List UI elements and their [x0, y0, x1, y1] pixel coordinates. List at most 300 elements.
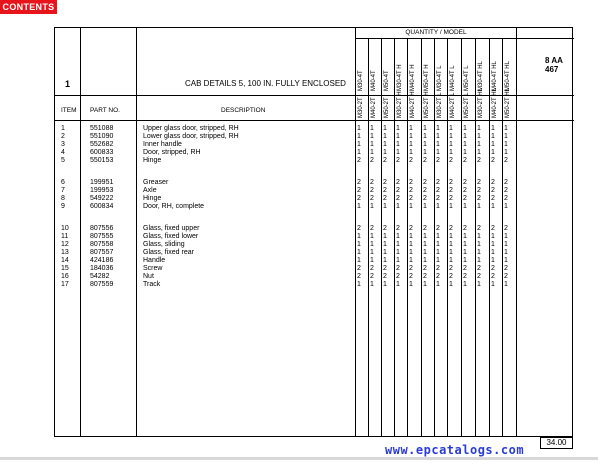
model-label: M50-2T HL	[505, 88, 511, 118]
model-label: M40-2T HL	[492, 88, 498, 118]
quantity-cell: 1	[383, 249, 387, 256]
quantity-cell: 2	[396, 187, 400, 194]
quantity-cell: 2	[383, 157, 387, 164]
quantity-cell: 1	[409, 249, 413, 256]
quantity-cell: 2	[370, 157, 374, 164]
quantity-cell: 2	[383, 273, 387, 280]
part-description: Upper glass door, stripped, RH	[143, 125, 239, 132]
quantity-cell: 1	[449, 133, 453, 140]
quantity-cell: 1	[477, 141, 481, 148]
model-label: M50-4T L	[464, 65, 470, 91]
quantity-cell: 1	[449, 125, 453, 132]
model-label: M40-4T HL	[492, 61, 498, 91]
quantity-cell: 1	[357, 133, 361, 140]
quantity-cell: 2	[449, 265, 453, 272]
column-header-item: ITEM	[61, 107, 77, 114]
quantity-cell: 2	[423, 225, 427, 232]
quantity-cell: 1	[449, 249, 453, 256]
quantity-cell: 2	[357, 187, 361, 194]
quantity-cell: 1	[423, 141, 427, 148]
divider-model-col	[447, 38, 448, 436]
quantity-cell: 2	[491, 195, 495, 202]
divider-model-col	[394, 38, 395, 436]
quantity-cell: 1	[370, 249, 374, 256]
quantity-cell: 1	[504, 281, 508, 288]
quantity-cell: 1	[370, 141, 374, 148]
quantity-cell: 1	[396, 141, 400, 148]
quantity-cell: 1	[409, 149, 413, 156]
model-label: M40-4T L	[450, 65, 456, 91]
quantity-cell: 2	[423, 179, 427, 186]
model-label: M30-2T HL	[478, 88, 484, 118]
quantity-cell: 1	[504, 203, 508, 210]
part-description: Door, stripped, RH	[143, 149, 201, 156]
quantity-cell: 2	[463, 225, 467, 232]
quantity-cell: 2	[396, 195, 400, 202]
quantity-cell: 1	[370, 203, 374, 210]
quantity-cell: 2	[491, 265, 495, 272]
quantity-cell: 2	[463, 179, 467, 186]
quantity-cell: 2	[477, 179, 481, 186]
quantity-cell: 2	[491, 225, 495, 232]
part-number: 807558	[90, 241, 114, 248]
quantity-cell: 2	[357, 179, 361, 186]
item-number: 4	[61, 149, 65, 156]
model-code: 8 AA 467	[545, 56, 563, 74]
model-label: M50-2T H	[424, 91, 430, 118]
quantity-cell: 2	[436, 157, 440, 164]
item-number: 6	[61, 179, 65, 186]
quantity-cell: 1	[409, 133, 413, 140]
quantity-cell: 1	[436, 249, 440, 256]
part-description: Glass, fixed rear	[143, 249, 194, 256]
quantity-cell: 1	[491, 125, 495, 132]
quantity-cell: 2	[423, 265, 427, 272]
model-label: M30-4T	[358, 70, 364, 91]
part-number: 549222	[90, 195, 114, 202]
quantity-cell: 2	[477, 225, 481, 232]
quantity-cell: 2	[477, 265, 481, 272]
quantity-cell: 1	[436, 233, 440, 240]
quantity-cell: 1	[504, 249, 508, 256]
quantity-cell: 2	[477, 195, 481, 202]
part-description: Lower glass door, stripped, RH	[143, 133, 239, 140]
quantity-cell: 1	[463, 125, 467, 132]
rule-under-column-headers	[55, 120, 574, 121]
quantity-cell: 2	[396, 179, 400, 186]
quantity-cell: 2	[477, 187, 481, 194]
quantity-cell: 2	[370, 273, 374, 280]
model-label: M50-4T HL	[505, 61, 511, 91]
divider-model-col	[489, 38, 490, 436]
quantity-cell: 1	[491, 149, 495, 156]
part-number: 199953	[90, 187, 114, 194]
quantity-cell: 1	[449, 141, 453, 148]
column-header-description: DESCRIPTION	[221, 107, 266, 114]
item-number: 8	[61, 195, 65, 202]
quantity-cell: 1	[423, 149, 427, 156]
quantity-cell: 2	[449, 225, 453, 232]
quantity-cell: 1	[463, 249, 467, 256]
quantity-cell: 2	[396, 273, 400, 280]
quantity-cell: 2	[383, 179, 387, 186]
divider-model-col	[461, 38, 462, 436]
quantity-cell: 2	[449, 179, 453, 186]
quantity-cell: 1	[436, 149, 440, 156]
quantity-cell: 1	[423, 203, 427, 210]
quantity-cell: 1	[423, 133, 427, 140]
part-description: Screw	[143, 265, 163, 272]
part-description: Track	[143, 281, 161, 288]
model-label: M30-2T H	[397, 91, 403, 118]
part-number: 199951	[90, 179, 114, 186]
part-number: 54282	[90, 273, 110, 280]
part-number: 807559	[90, 281, 114, 288]
divider-model-col	[381, 38, 382, 436]
quantity-cell: 1	[357, 257, 361, 264]
quantity-cell: 1	[357, 125, 361, 132]
quantity-model-label: QUANTITY / MODEL	[405, 29, 467, 36]
quantity-cell: 1	[383, 257, 387, 264]
quantity-cell: 1	[383, 241, 387, 248]
quantity-cell: 2	[423, 273, 427, 280]
quantity-cell: 2	[357, 273, 361, 280]
part-description: Nut	[143, 273, 154, 280]
model-label: M40-4T H	[410, 64, 416, 91]
quantity-cell: 1	[370, 133, 374, 140]
quantity-cell: 1	[409, 241, 413, 248]
quantity-cell: 2	[463, 265, 467, 272]
quantity-cell: 2	[357, 157, 361, 164]
quantity-cell: 2	[357, 265, 361, 272]
quantity-cell: 2	[357, 225, 361, 232]
quantity-cell: 2	[409, 187, 413, 194]
quantity-cell: 1	[477, 257, 481, 264]
quantity-cell: 1	[383, 203, 387, 210]
quantity-cell: 2	[409, 157, 413, 164]
divider-item	[80, 28, 81, 436]
item-number: 13	[61, 249, 69, 256]
divider-model-col	[475, 38, 476, 436]
model-label: M30-4T HL	[478, 61, 484, 91]
item-number: 14	[61, 257, 69, 264]
part-description: Hinge	[143, 157, 162, 164]
quantity-cell: 1	[504, 241, 508, 248]
rule-under-quantity	[355, 38, 574, 39]
quantity-cell: 1	[491, 249, 495, 256]
item-number: 10	[61, 225, 69, 232]
quantity-cell: 1	[504, 149, 508, 156]
quantity-cell: 1	[383, 281, 387, 288]
quantity-cell: 2	[436, 273, 440, 280]
quantity-cell: 2	[370, 187, 374, 194]
item-number: 12	[61, 241, 69, 248]
divider-description	[355, 28, 356, 436]
quantity-cell: 2	[491, 179, 495, 186]
quantity-cell: 2	[383, 187, 387, 194]
part-description: Glass, fixed upper	[143, 225, 200, 232]
quantity-cell: 1	[409, 203, 413, 210]
quantity-cell: 2	[436, 265, 440, 272]
model-label: M50-2T L	[464, 92, 470, 118]
model-label: M40-2T	[371, 97, 377, 118]
model-label: M50-4T	[384, 70, 390, 91]
divider-part-no	[136, 28, 137, 436]
quantity-cell: 2	[396, 157, 400, 164]
quantity-cell: 1	[491, 233, 495, 240]
quantity-cell: 1	[436, 125, 440, 132]
quantity-cell: 2	[491, 187, 495, 194]
quantity-cell: 1	[436, 133, 440, 140]
footer-divider	[0, 457, 598, 460]
model-label: M30-4T L	[437, 65, 443, 91]
quantity-cell: 1	[477, 249, 481, 256]
quantity-cell: 2	[383, 195, 387, 202]
quantity-cell: 1	[449, 203, 453, 210]
divider-model-col	[421, 38, 422, 436]
quantity-cell: 2	[504, 273, 508, 280]
quantity-cell: 2	[477, 157, 481, 164]
part-number: 551088	[90, 125, 114, 132]
quantity-cell: 1	[449, 233, 453, 240]
quantity-cell: 2	[449, 187, 453, 194]
quantity-cell: 2	[504, 187, 508, 194]
quantity-cell: 1	[504, 133, 508, 140]
quantity-cell: 1	[504, 125, 508, 132]
quantity-cell: 2	[504, 157, 508, 164]
quantity-cell: 1	[491, 203, 495, 210]
quantity-cell: 2	[504, 179, 508, 186]
quantity-cell: 2	[436, 195, 440, 202]
quantity-cell: 1	[423, 233, 427, 240]
quantity-cell: 1	[436, 141, 440, 148]
quantity-cell: 1	[463, 133, 467, 140]
part-description: Glass, sliding	[143, 241, 185, 248]
item-number: 9	[61, 203, 65, 210]
quantity-cell: 2	[396, 265, 400, 272]
part-number: 600834	[90, 203, 114, 210]
item-number: 11	[61, 233, 69, 240]
item-number: 7	[61, 187, 65, 194]
quantity-cell: 1	[423, 249, 427, 256]
page-title: CAB DETAILS 5, 100 IN. FULLY ENCLOSED	[185, 79, 346, 88]
section-number: 1	[65, 79, 71, 89]
part-description: Glass, fixed lower	[143, 233, 199, 240]
quantity-cell: 1	[491, 281, 495, 288]
quantity-cell: 1	[436, 281, 440, 288]
quantity-cell: 1	[504, 233, 508, 240]
model-label: M30-4T H	[397, 64, 403, 91]
quantity-cell: 2	[370, 265, 374, 272]
quantity-cell: 1	[370, 125, 374, 132]
part-description: Door, RH, complete	[143, 203, 205, 210]
part-number: 807556	[90, 225, 114, 232]
item-number: 15	[61, 265, 69, 272]
quantity-cell: 1	[396, 249, 400, 256]
part-description: Hinge	[143, 195, 162, 202]
quantity-cell: 1	[463, 203, 467, 210]
model-label: M30-2T	[358, 97, 364, 118]
quantity-cell: 2	[449, 157, 453, 164]
quantity-cell: 1	[383, 149, 387, 156]
quantity-cell: 1	[396, 233, 400, 240]
part-description: Greaser	[143, 179, 169, 186]
quantity-cell: 1	[491, 133, 495, 140]
part-number: 424186	[90, 257, 114, 264]
quantity-cell: 1	[477, 281, 481, 288]
quantity-cell: 2	[449, 195, 453, 202]
quantity-cell: 1	[504, 141, 508, 148]
quantity-cell: 2	[504, 225, 508, 232]
contents-button[interactable]: CONTENTS	[0, 0, 57, 14]
model-label: M40-2T H	[410, 91, 416, 118]
quantity-cell: 1	[463, 281, 467, 288]
quantity-cell: 1	[409, 125, 413, 132]
part-number: 807557	[90, 249, 114, 256]
quantity-cell: 2	[436, 225, 440, 232]
quantity-cell: 1	[396, 281, 400, 288]
quantity-cell: 1	[491, 141, 495, 148]
quantity-cell: 1	[423, 281, 427, 288]
part-number: 551090	[90, 133, 114, 140]
model-label: M50-2T	[384, 97, 390, 118]
quantity-cell: 2	[463, 273, 467, 280]
quantity-cell: 1	[383, 133, 387, 140]
quantity-cell: 1	[477, 241, 481, 248]
quantity-cell: 2	[423, 187, 427, 194]
watermark: www.epcatalogs.com	[385, 443, 525, 457]
quantity-cell: 1	[423, 257, 427, 264]
quantity-cell: 2	[409, 273, 413, 280]
quantity-cell: 2	[409, 225, 413, 232]
item-number: 16	[61, 273, 69, 280]
quantity-cell: 2	[436, 187, 440, 194]
quantity-cell: 2	[491, 157, 495, 164]
quantity-cell: 1	[370, 149, 374, 156]
quantity-cell: 2	[383, 225, 387, 232]
quantity-cell: 2	[463, 187, 467, 194]
divider-model-col	[434, 38, 435, 436]
quantity-cell: 1	[436, 257, 440, 264]
quantity-cell: 2	[504, 195, 508, 202]
quantity-cell: 1	[463, 149, 467, 156]
quantity-cell: 2	[409, 265, 413, 272]
quantity-cell: 2	[370, 179, 374, 186]
model-label: M50-4T H	[424, 64, 430, 91]
item-number: 1	[61, 125, 65, 132]
divider-model-col	[502, 38, 503, 436]
item-number: 17	[61, 281, 69, 288]
quantity-cell: 1	[491, 257, 495, 264]
column-header-part-no: PART NO.	[90, 107, 120, 114]
quantity-cell: 1	[357, 241, 361, 248]
quantity-cell: 1	[370, 281, 374, 288]
quantity-cell: 1	[491, 241, 495, 248]
model-label: M40-2T L	[450, 92, 456, 118]
quantity-cell: 1	[396, 241, 400, 248]
quantity-cell: 2	[463, 195, 467, 202]
quantity-cell: 1	[357, 203, 361, 210]
quantity-cell: 1	[357, 149, 361, 156]
quantity-cell: 1	[396, 125, 400, 132]
quantity-cell: 1	[357, 233, 361, 240]
part-description: Axle	[143, 187, 157, 194]
quantity-cell: 1	[409, 281, 413, 288]
quantity-cell: 1	[477, 125, 481, 132]
quantity-cell: 1	[477, 233, 481, 240]
quantity-cell: 1	[423, 241, 427, 248]
quantity-cell: 1	[370, 257, 374, 264]
parts-table	[54, 27, 573, 437]
part-number: 550153	[90, 157, 114, 164]
quantity-cell: 1	[477, 133, 481, 140]
quantity-cell: 1	[449, 149, 453, 156]
quantity-cell: 1	[357, 249, 361, 256]
quantity-cell: 1	[383, 233, 387, 240]
quantity-cell: 2	[370, 225, 374, 232]
quantity-cell: 2	[357, 195, 361, 202]
divider-model-col	[368, 38, 369, 436]
part-number: 807555	[90, 233, 114, 240]
model-label: M30-2T L	[437, 92, 443, 118]
quantity-cell: 2	[383, 265, 387, 272]
quantity-cell: 2	[504, 265, 508, 272]
item-number: 3	[61, 141, 65, 148]
quantity-cell: 2	[409, 179, 413, 186]
quantity-cell: 1	[396, 203, 400, 210]
quantity-cell: 1	[463, 141, 467, 148]
quantity-cell: 2	[436, 179, 440, 186]
quantity-cell: 2	[396, 225, 400, 232]
part-description: Inner handle	[143, 141, 182, 148]
quantity-cell: 1	[477, 203, 481, 210]
quantity-cell: 1	[504, 257, 508, 264]
part-number: 184036	[90, 265, 114, 272]
quantity-cell: 1	[449, 257, 453, 264]
quantity-cell: 2	[463, 157, 467, 164]
part-number: 600833	[90, 149, 114, 156]
quantity-cell: 1	[436, 241, 440, 248]
quantity-cell: 1	[357, 141, 361, 148]
quantity-cell: 1	[409, 257, 413, 264]
quantity-cell: 2	[491, 273, 495, 280]
quantity-cell: 2	[409, 195, 413, 202]
quantity-cell: 1	[409, 141, 413, 148]
quantity-cell: 1	[436, 203, 440, 210]
quantity-cell: 1	[463, 241, 467, 248]
divider-model-end	[516, 28, 517, 436]
quantity-cell: 1	[463, 257, 467, 264]
item-number: 2	[61, 133, 65, 140]
quantity-cell: 1	[370, 241, 374, 248]
quantity-cell: 1	[357, 281, 361, 288]
quantity-cell: 1	[477, 149, 481, 156]
quantity-cell: 1	[370, 233, 374, 240]
quantity-cell: 2	[423, 195, 427, 202]
quantity-cell: 2	[423, 157, 427, 164]
part-description: Handle	[143, 257, 166, 264]
quantity-cell: 1	[396, 257, 400, 264]
item-number: 5	[61, 157, 65, 164]
quantity-cell: 2	[449, 273, 453, 280]
quantity-cell: 1	[423, 125, 427, 132]
quantity-cell: 1	[383, 125, 387, 132]
part-number: 552682	[90, 141, 114, 148]
quantity-cell: 1	[396, 133, 400, 140]
quantity-cell: 1	[463, 233, 467, 240]
quantity-cell: 2	[370, 195, 374, 202]
quantity-cell: 1	[409, 233, 413, 240]
